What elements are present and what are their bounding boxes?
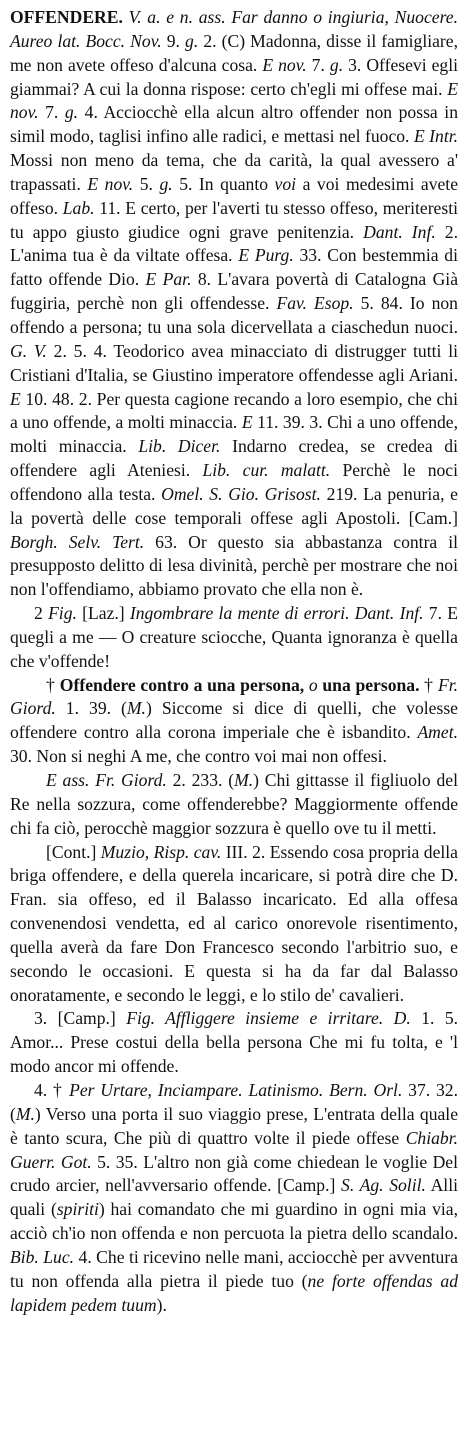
text-segment: o bbox=[304, 674, 323, 695]
text-segment: E nov. bbox=[262, 54, 307, 75]
text-segment: 5. bbox=[133, 173, 160, 194]
text-segment: ) Siccome si dice di quelli, che volesse offendere contro alla corona imperiale che è isbandito. bbox=[10, 698, 458, 743]
text-segment: ne forte offendas ad lapidem pedem tuum bbox=[10, 1270, 458, 1315]
entry-paragraph-p7 bbox=[10, 1079, 458, 1317]
text-segment: E nov. bbox=[10, 78, 458, 123]
text-segment: g. bbox=[159, 173, 173, 194]
text-segment: 33. Con bestemmia di fatto offende Dio. bbox=[10, 245, 458, 290]
text-segment: 5. In quanto bbox=[172, 173, 275, 194]
text-segment: 3. [Camp.] bbox=[34, 1008, 127, 1029]
text-segment: Borgh. Selv. Tert. bbox=[10, 531, 145, 552]
text-segment: E bbox=[10, 388, 21, 409]
text-segment: [Laz.] bbox=[76, 603, 130, 624]
text-segment: Amet. bbox=[417, 722, 458, 743]
text-segment: g. bbox=[185, 30, 199, 51]
text-segment: Mossi non meno da tema, che da carità, la qual avessero a' trapassati. bbox=[10, 150, 458, 194]
text-segment: 2. (C) Madonna, disse il famigliare, me non avete offeso d'alcuna cosa. bbox=[10, 30, 458, 75]
entry-paragraph-p3 bbox=[10, 674, 458, 769]
text-segment: ) Verso una porta il suo viaggio prese, L'entrata della quale è tanto scura, Che più di quattro volte il piede offese bbox=[10, 1103, 458, 1148]
text-segment: ). bbox=[156, 1294, 167, 1315]
text-segment: G. V. bbox=[10, 340, 47, 361]
text-segment: 4. Che ti ricevino nelle mani, acciocchè per avventura tu non offenda alla pietra il piede tuo ( bbox=[10, 1246, 458, 1291]
text-segment: 11. E certo, per l'averti tu stesso offeso, meriteresti tu appo giusto giudice ogni grave penitenzia. bbox=[10, 197, 458, 242]
text-segment: 7. bbox=[38, 102, 65, 123]
text-segment: 219. La penuria, e la povertà delle cose temporali offese agli Apostoli. [Cam.] bbox=[10, 483, 458, 528]
text-segment: E Intr. bbox=[413, 126, 459, 147]
text-segment: voi bbox=[274, 173, 297, 194]
text-segment: 7. bbox=[306, 54, 330, 75]
text-segment: Offendere contro a una persona, bbox=[59, 674, 305, 695]
text-segment: una persona. bbox=[322, 674, 420, 695]
text-segment: 7. E quegli a me — O creature sciocche, Quanta ignoranza è quella che v'offende! bbox=[10, 603, 458, 671]
text-segment: Alli quali ( bbox=[10, 1175, 458, 1220]
text-segment: M. bbox=[126, 698, 146, 719]
entry-paragraph-p5 bbox=[10, 841, 458, 1008]
text-segment: Omel. S. Gio. Grisost. bbox=[161, 483, 321, 504]
text-segment: E nov. bbox=[87, 173, 134, 194]
text-segment: Ingombrare la mente di errori. Dant. Inf. bbox=[129, 603, 424, 624]
text-segment: spiriti bbox=[56, 1199, 99, 1220]
text-segment: 2. 233. ( bbox=[166, 770, 235, 790]
text-segment: Lib. cur. malatt. bbox=[202, 460, 331, 481]
text-segment: Muzio, Risp. cav. bbox=[100, 841, 222, 862]
text-segment: a voi medesimi avete offeso. bbox=[10, 173, 459, 218]
text-segment: S. Ag. Solil. bbox=[341, 1175, 426, 1196]
text-segment: 11. 39. 3. Chi a uno offende, molti minaccia. bbox=[10, 412, 458, 457]
text-segment: III. 2. Essendo cosa propria della briga offendere, e della querela incaricare, si potrà dire che D. Fran. sia offeso, ed il Balasso incaricato. Ed alla offesa convenendosi vendetta, ed al carico onorevole risentimento, quella averà da fare Don Francesco secondo l'arbitrio suo, e secondo le occasioni. E questa si ha da far dal Balasso onoratamente, e secondo le leggi, e lo stilo de' cavalieri. bbox=[10, 841, 458, 1005]
text-segment: ) Chi gittasse il figliuolo del Re nella sozzura, come offenderebbe? Maggiormente offende chi fa ciò, perocchè maggior sozzura è quello ove tu il metti. bbox=[10, 770, 458, 838]
text-segment: 8. L'avara povertà di Catalogna Già fuggiria, perchè non gli offendesse. bbox=[10, 269, 459, 314]
text-segment: 4. Acciocchè ella alcun altro offender non possa in simil modo, taglisi infino alle radici, e mettasi nel fuoco. bbox=[10, 102, 458, 147]
text-segment: 2 bbox=[34, 603, 49, 624]
text-segment: Bib. Luc. bbox=[10, 1246, 75, 1267]
text-segment: 5. 84. Io non offendo a persona; tu una sola dicervellata a ciaschedun nuoci. bbox=[10, 293, 458, 337]
text-segment: Perchè le noci offendono alla testa. bbox=[10, 460, 458, 504]
text-segment: 37. 32. ( bbox=[10, 1079, 458, 1124]
text-segment: † bbox=[46, 674, 60, 695]
text-segment: 2. 5. 4. Teodorico avea minacciato di distrugger tutti li Cristiani d'Italia, se Giustino imperatore offendesse agli Ariani. bbox=[10, 340, 458, 385]
text-segment: 3. Offesevi egli giammai? A cui la donna rispose: certo ch'egli mi offese mai. bbox=[10, 54, 459, 99]
text-segment: 1. 39. ( bbox=[55, 698, 127, 719]
entry-paragraph-p2 bbox=[10, 602, 458, 674]
text-segment: E bbox=[241, 412, 253, 433]
entry-paragraph-p4 bbox=[10, 769, 458, 841]
text-segment: 2. L'anima tua è da viltate offesa. bbox=[10, 221, 458, 266]
text-segment: M. bbox=[15, 1103, 35, 1124]
text-segment: 5. 35. L'altro non già come chiedean le voglie Del crudo arcier, nell'avversario offende. [Camp.] bbox=[10, 1151, 459, 1196]
entry-paragraph-p1 bbox=[10, 6, 458, 602]
text-segment: V. a. e n. ass. Far danno o ingiuria, Nuocere. Aureo lat. Bocc. Nov. bbox=[10, 7, 458, 51]
text-segment: 1. 5. Amor... Prese costui della bella persona Che mi fu tolta, e 'l modo ancor mi offende. bbox=[10, 1008, 459, 1077]
text-segment: Fav. Esop. bbox=[276, 293, 354, 314]
text-segment: 63. Or questo sia abbastanza contra il presupposto delitto di lesa divinità, perchè per mostrare che noi non l'offendiamo, abbiamo provato che ella non è. bbox=[10, 531, 458, 600]
text-segment: [Cont.] bbox=[46, 841, 101, 862]
text-segment: g. bbox=[329, 54, 344, 75]
text-segment: Dant. Inf. bbox=[363, 221, 436, 242]
text-segment: 30. Non si neghi A me, che contro voi mai non offesi. bbox=[10, 746, 387, 767]
text-segment: 9. bbox=[161, 30, 186, 51]
text-segment: Fig. Affliggere insieme e irritare. D. bbox=[126, 1008, 411, 1029]
entry-paragraph-p6 bbox=[10, 1007, 458, 1079]
text-segment: Per Urtare, Inciampare. Latinismo. Bern. Orl. bbox=[69, 1079, 403, 1100]
text-segment: E ass. Fr. Giord. bbox=[46, 770, 167, 790]
text-segment: Fr. Giord. bbox=[10, 674, 459, 719]
text-segment: ) hai comandato che mi guardino in ogni mia via, acciò ch'io non offenda e non percuota la pietra dello scandalo. bbox=[10, 1199, 459, 1244]
text-segment: 4. † bbox=[34, 1079, 70, 1100]
text-segment: Lab. bbox=[62, 197, 95, 218]
text-segment: Indarno credea, se credea di offendere agli Ateniesi. bbox=[10, 436, 458, 481]
text-segment: † bbox=[419, 674, 438, 695]
text-segment: Lib. Dicer. bbox=[138, 436, 221, 457]
text-segment: M. bbox=[234, 770, 254, 790]
text-segment: E Par. bbox=[145, 269, 192, 290]
text-segment: Chiabr. Guerr. Got. bbox=[10, 1127, 458, 1172]
text-segment: E Purg. bbox=[238, 245, 294, 266]
text-segment: Fig. bbox=[48, 603, 77, 624]
headword: OFFENDERE. bbox=[10, 7, 123, 27]
text-segment: 10. 48. 2. Per questa cagione recando a loro esempio, che chi a uno offende, a molti minaccia. bbox=[10, 388, 458, 433]
text-segment: g. bbox=[64, 102, 79, 123]
